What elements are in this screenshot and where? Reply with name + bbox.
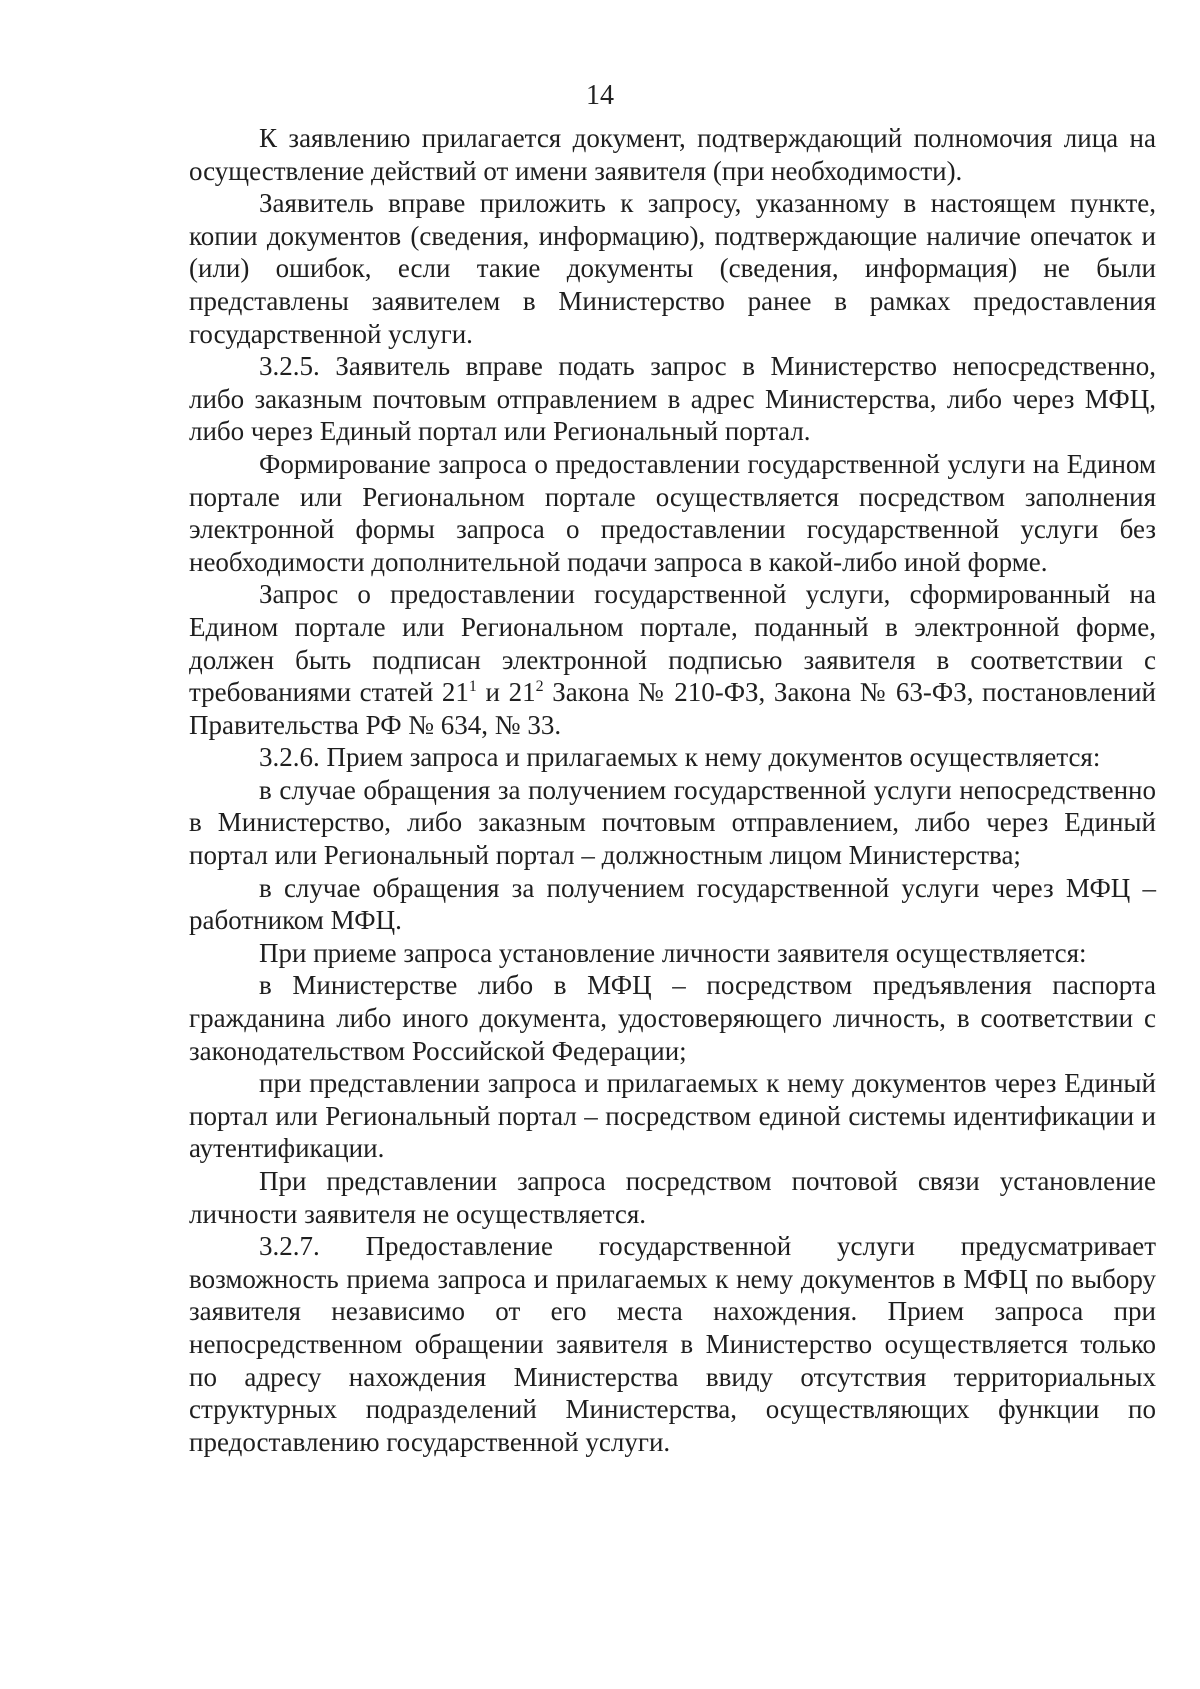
- paragraph-3-2-6: 3.2.6. Прием запроса и прилагаемых к нему документов осуществляется:: [259, 742, 1101, 773]
- paragraph-ministry-reception: в случае обращения за получением государственной услуги непосредственно в Министерство, либо заказным почтовым отправлением, либо через Единый портал или Региональный портал – должностным лицом Министерства;: [189, 774, 1156, 871]
- signature-text-part-2: и 21: [476, 677, 536, 708]
- signature-text-part-1: Запрос о предоставлении государственной услуги, сформированный на Едином портале или Региональном портале, поданный в электронной форме, должен быть подписан электронной подписью заявителя в соответствии с требованиями статей 21: [189, 579, 1156, 708]
- paragraph-attached-document: К заявлению прилагается документ, подтверждающий полномочия лица на осуществление действий от имени заявителя (при необходимости).: [189, 123, 1156, 186]
- paragraph-3-2-5: 3.2.5. Заявитель вправе подать запрос в Министерство непосредственно, либо заказным почтовым отправлением в адрес Министерства, либо через МФЦ, либо через Единый портал или Региональный портал.: [189, 351, 1156, 447]
- superscript-1: 1: [468, 678, 477, 696]
- paragraph-mfc-reception: в случае обращения за получением государственной услуги через МФЦ – работником МФЦ.: [189, 872, 1156, 936]
- signature-text-part-3: Закона № 210-ФЗ, Закона № 63-ФЗ, постановлений Правительства РФ № 634, № 33.: [189, 677, 1156, 740]
- paragraph-copies-of-documents: Заявитель вправе приложить к запросу, указанному в настоящем пункте, копии документов (сведения, информацию), подтверждающие наличие опечаток и (или) ошибок, если такие документы (сведения, информация) не были представлены заявителем в Министерство ранее в рамках предоставления государственной услуги.: [189, 188, 1156, 349]
- paragraph-electronic-signature: [189, 578, 1156, 741]
- paragraph-identity-check: При приеме запроса установление личности заявителя осуществляется:: [259, 937, 1087, 968]
- paragraph-3-2-7: 3.2.7. Предоставление государственной услуги предусматривает возможность приема запроса и прилагаемых к нему документов в МФЦ по выбору заявителя независимо от его места нахождения. Прием запроса при непосредственном обращении заявителя в Министерство осуществляется только по адресу нахождения Министерства ввиду отсутствия территориальных структурных подразделений Министерства, осуществляющих функции по предоставлению государственной услуги.: [189, 1231, 1156, 1457]
- paragraph-postal-check: При представлении запроса посредством почтовой связи установление личности заявителя не осуществляется.: [189, 1166, 1156, 1229]
- paragraph-passport-check: в Министерстве либо в МФЦ – посредством предъявления паспорта гражданина либо иного документа, удостоверяющего личность, в соответствии с законодательством Российской Федерации;: [189, 970, 1156, 1066]
- superscript-2: 2: [535, 678, 544, 696]
- document-body: [189, 122, 1156, 1458]
- paragraph-esia-check: при представлении запроса и прилагаемых к нему документов через Единый портал или Региональный портал – посредством единой системы идентификации и аутентификации.: [189, 1068, 1156, 1164]
- page-number: 14: [586, 80, 614, 111]
- paragraph-electronic-form: Формирование запроса о предоставлении государственной услуги на Едином портале или Региональном портале осуществляется посредством заполнения электронной формы запроса о предоставлении государственной услуги без необходимости дополнительной подачи запроса в какой-либо иной форме.: [189, 448, 1156, 577]
